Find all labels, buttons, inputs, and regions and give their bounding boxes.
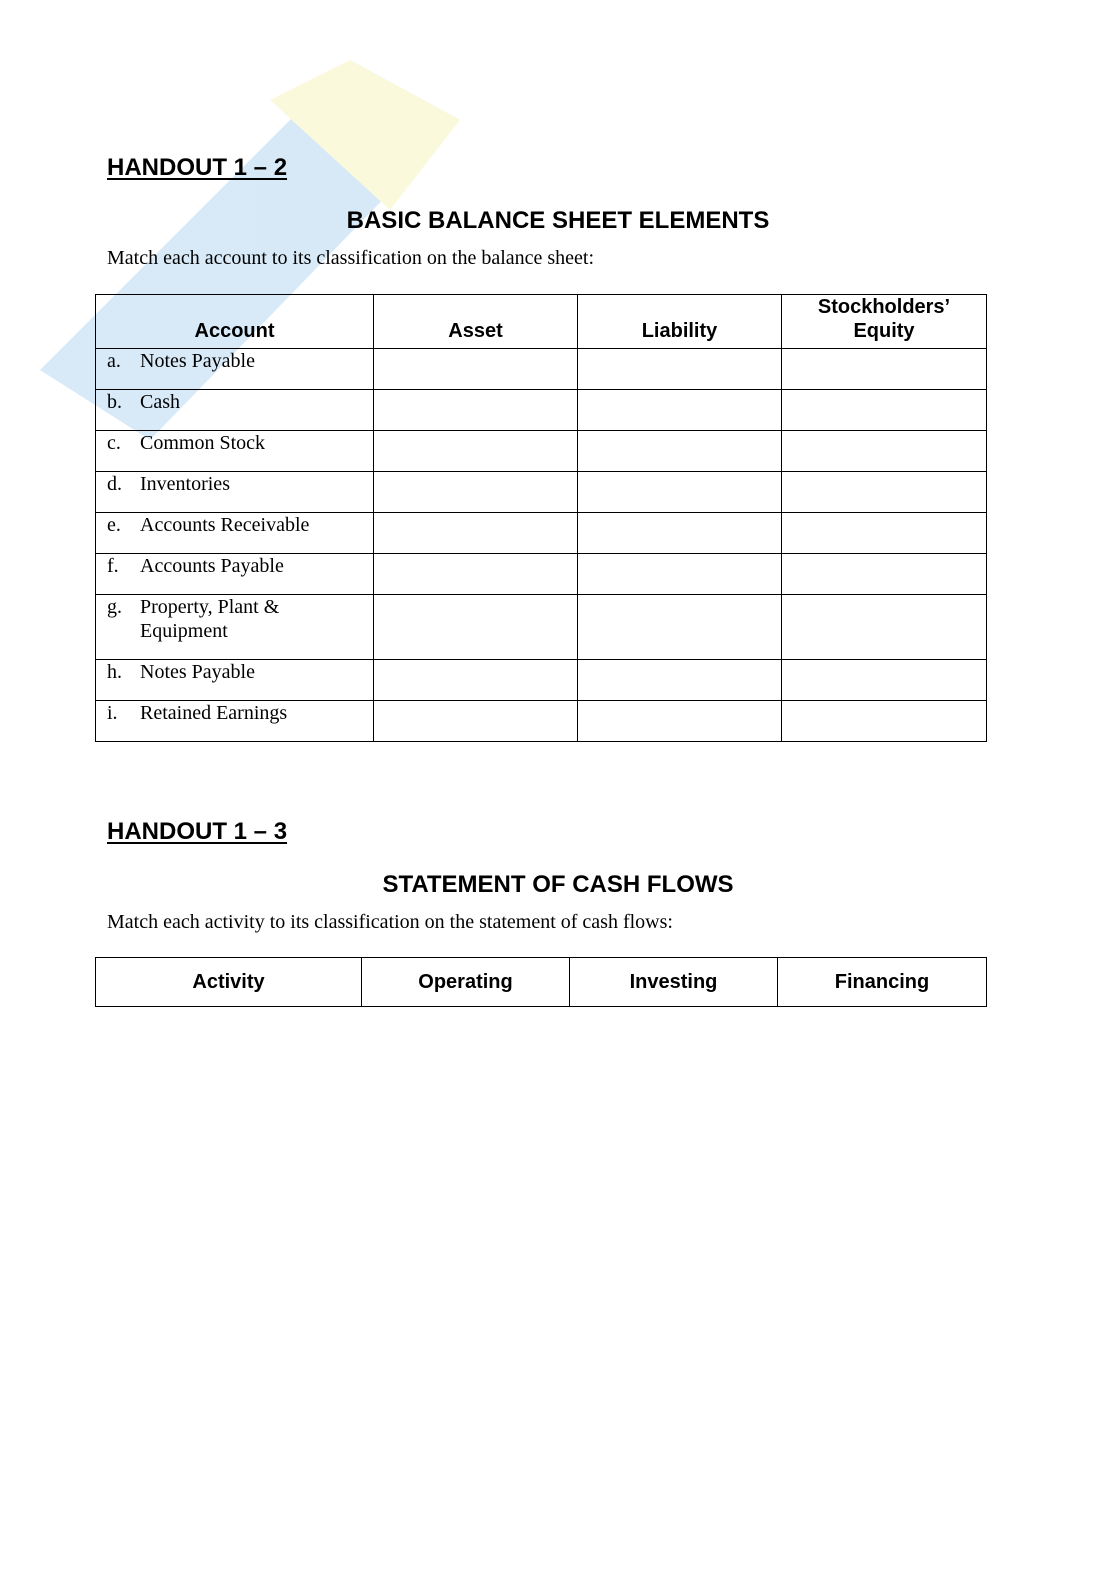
table-row xyxy=(96,513,987,554)
liability-answer-cell[interactable] xyxy=(578,701,782,742)
handout-1-2-heading: HANDOUT 1 – 2 xyxy=(107,154,288,181)
account-letter: e. xyxy=(107,514,121,536)
handout-1-3-heading: HANDOUT 1 – 3 xyxy=(107,818,288,845)
liability-answer-cell[interactable] xyxy=(578,513,782,554)
equity-answer-cell[interactable] xyxy=(782,431,987,472)
account-letter: a. xyxy=(107,350,121,372)
account-cell xyxy=(96,701,374,742)
col-header-equity-line1: Stockholders’ xyxy=(817,296,951,318)
account-label: Inventories xyxy=(140,473,230,495)
account-cell xyxy=(96,554,374,595)
liability-answer-cell[interactable] xyxy=(578,595,782,660)
account-label: Accounts Payable xyxy=(140,555,284,577)
table-row xyxy=(96,701,987,742)
equity-answer-cell[interactable] xyxy=(782,554,987,595)
liability-answer-cell[interactable] xyxy=(578,554,782,595)
balance-sheet-instruction: Match each account to its classification on the balance sheet: xyxy=(107,247,595,269)
cash-flows-title: STATEMENT OF CASH FLOWS xyxy=(382,871,734,898)
account-cell xyxy=(96,513,374,554)
col-header-account: Account xyxy=(96,295,374,349)
table-row xyxy=(96,595,987,660)
account-cell xyxy=(96,472,374,513)
account-letter: i. xyxy=(107,702,118,724)
account-letter: d. xyxy=(107,473,122,495)
account-cell xyxy=(96,431,374,472)
account-label: Common Stock xyxy=(140,432,266,454)
equity-answer-cell[interactable] xyxy=(782,595,987,660)
equity-answer-cell[interactable] xyxy=(782,513,987,554)
table-row xyxy=(96,431,987,472)
asset-answer-cell[interactable] xyxy=(374,390,578,431)
col-header-investing: Investing xyxy=(570,958,778,1007)
account-label: Retained Earnings xyxy=(140,702,288,724)
liability-answer-cell[interactable] xyxy=(578,431,782,472)
account-cell xyxy=(96,595,374,660)
asset-answer-cell[interactable] xyxy=(374,701,578,742)
account-cell xyxy=(96,390,374,431)
account-label: Property, Plant & Equipment xyxy=(140,596,280,642)
balance-sheet-title: BASIC BALANCE SHEET ELEMENTS xyxy=(346,207,770,234)
watermark-yellow-corner xyxy=(270,60,460,210)
liability-answer-cell[interactable] xyxy=(578,349,782,390)
table-header-row xyxy=(96,958,987,1007)
table-row xyxy=(96,472,987,513)
col-header-liability: Liability xyxy=(578,295,782,349)
account-label: Notes Payable xyxy=(140,350,255,372)
table-header-row xyxy=(96,295,987,349)
account-letter: c. xyxy=(107,432,121,454)
asset-answer-cell[interactable] xyxy=(374,513,578,554)
liability-answer-cell[interactable] xyxy=(578,660,782,701)
account-label: Cash xyxy=(140,391,180,413)
account-label: Notes Payable xyxy=(140,661,255,683)
col-header-equity xyxy=(782,295,987,349)
liability-answer-cell[interactable] xyxy=(578,390,782,431)
account-cell xyxy=(96,349,374,390)
asset-answer-cell[interactable] xyxy=(374,554,578,595)
equity-answer-cell[interactable] xyxy=(782,472,987,513)
account-letter: h. xyxy=(107,661,122,683)
account-letter: b. xyxy=(107,391,122,413)
asset-answer-cell[interactable] xyxy=(374,431,578,472)
table-row xyxy=(96,660,987,701)
equity-answer-cell[interactable] xyxy=(782,390,987,431)
table-row xyxy=(96,349,987,390)
asset-answer-cell[interactable] xyxy=(374,660,578,701)
account-cell xyxy=(96,660,374,701)
col-header-asset: Asset xyxy=(374,295,578,349)
cash-flows-table xyxy=(95,957,987,1007)
equity-answer-cell[interactable] xyxy=(782,349,987,390)
asset-answer-cell[interactable] xyxy=(374,595,578,660)
col-header-financing: Financing xyxy=(778,958,987,1007)
account-letter: f. xyxy=(107,555,119,577)
account-label: Accounts Receivable xyxy=(140,514,310,536)
col-header-operating: Operating xyxy=(362,958,570,1007)
table-row xyxy=(96,554,987,595)
asset-answer-cell[interactable] xyxy=(374,472,578,513)
account-letter: g. xyxy=(107,596,122,618)
cash-flows-instruction: Match each activity to its classification on the statement of cash flows: xyxy=(107,911,673,933)
table-row xyxy=(96,390,987,431)
col-header-equity-line2: Equity xyxy=(853,320,915,342)
balance-sheet-rows xyxy=(96,349,987,742)
equity-answer-cell[interactable] xyxy=(782,660,987,701)
balance-sheet-table xyxy=(95,294,987,742)
liability-answer-cell[interactable] xyxy=(578,472,782,513)
equity-answer-cell[interactable] xyxy=(782,701,987,742)
asset-answer-cell[interactable] xyxy=(374,349,578,390)
col-header-activity: Activity xyxy=(96,958,362,1007)
